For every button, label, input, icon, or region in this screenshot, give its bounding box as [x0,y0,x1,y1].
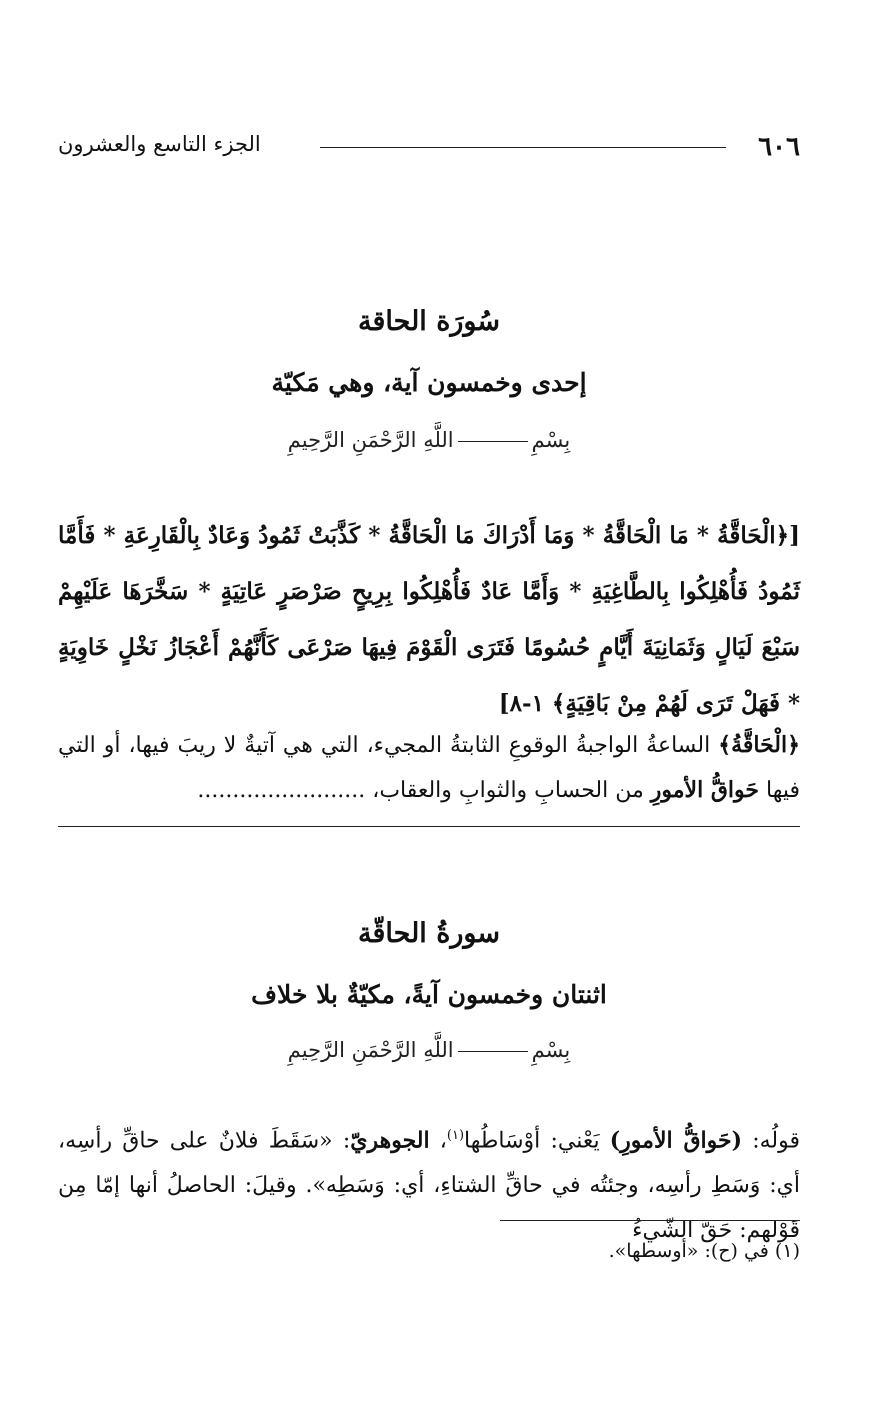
gloss-text-1: قولُه: [742,1128,801,1154]
page-number: ٦٠٦ [758,132,800,162]
section-divider [58,826,800,827]
basmala-start: بِسْمِ [531,428,571,452]
gloss-bold-1: (حَواقُّ الأمورِ) [609,1127,743,1154]
page-header [58,126,800,166]
basmala-start: بِسْمِ [531,1038,571,1062]
basmala-2 [58,1038,800,1062]
commentary-text-1: الساعةُ الواجبةُ الوقوعِ الثابتةُ المجيء، التي هي آتيةٌ لا ريبَ فيها، أو التي فيها [58,733,800,803]
basmala-end: اللَّهِ الرَّحْمَنِ الرَّحِيمِ [287,428,454,452]
surah-subtitle-1: إحدى وخمسون آية، وهي مَكيّة [271,368,587,397]
basmala-end: اللَّهِ الرَّحْمَنِ الرَّحِيمِ [287,1038,454,1062]
basmala-1 [58,428,800,452]
commentary-paragraph-2 [58,1113,800,1253]
quran-verses: [﴿الْحَاقَّةُ * مَا الْحَاقَّةُ * وَمَا أَدْرَاكَ مَا الْحَاقَّةُ * كَذَّبَتْ ثَمُودُ وَعَادٌ بِالْقَارِعَةِ * فَأَمَّا ثَمُودُ فَأُهْلِكُوا بِالطَّاغِيَةِ * وَأَمَّا عَادٌ فَأُهْلِكُوا بِرِيحٍ صَرْصَرٍ عَاتِيَةٍ * سَخَّرَهَا عَلَيْهِمْ سَبْعَ لَيَالٍ وَثَمَانِيَةَ أَيَّامٍ حُسُومًا فَتَرَى الْقَوْمَ فِيهَا صَرْعَى كَأَنَّهُمْ أَعْجَازُ نَخْلٍ خَاوِيَةٍ * فَهَلْ تَرَى لَهُمْ مِنْ بَاقِيَةٍ﴾ ١-٨] [58,522,800,717]
footnote: (١) في (ح): «أوسطها». [608,1240,800,1262]
gloss-text-4: : «سَقَطَ فلانٌ على حاقِّ رأسِه، أي: وَسَطِ رأسِه، وجئتُه في حاقِّ الشتاءِ، أي: وَسَطِه». وقيلَ: الحاصلُ أنها إمّا مِن قَوْلهم: حَقّ الشّيءُ [58,1128,800,1244]
commentary-text-2: من الحسابِ والثوابِ والعقاب، ........................ [197,778,651,803]
running-title: الجزء التاسع والعشرون [58,132,261,156]
gloss-bold-2: الجوهريّ [350,1127,430,1154]
footnote-rule [500,1220,800,1221]
basmala-line [458,441,528,442]
commentary-bold: حَواقُّ الأمورِ [650,777,759,803]
gloss-text-2: يَعْني: أوْسَاطُها [464,1128,610,1154]
basmala-line [458,1051,528,1052]
footnote-ref: (١) [446,1128,465,1143]
header-rule [320,147,726,148]
commentary-paragraph-1 [58,723,800,813]
quran-quote: ﴿الْحَاقَّةُ﴾ [718,732,800,758]
surah-title-2: سورةُ الحاقّة [358,918,500,949]
surah-subtitle-2: اثنتان وخمسون آيةً، مكيّةٌ بلا خلاف [251,980,607,1009]
gloss-text-3: ، [429,1128,447,1154]
surah-title-1: سُورَة الحاقة [358,306,500,337]
